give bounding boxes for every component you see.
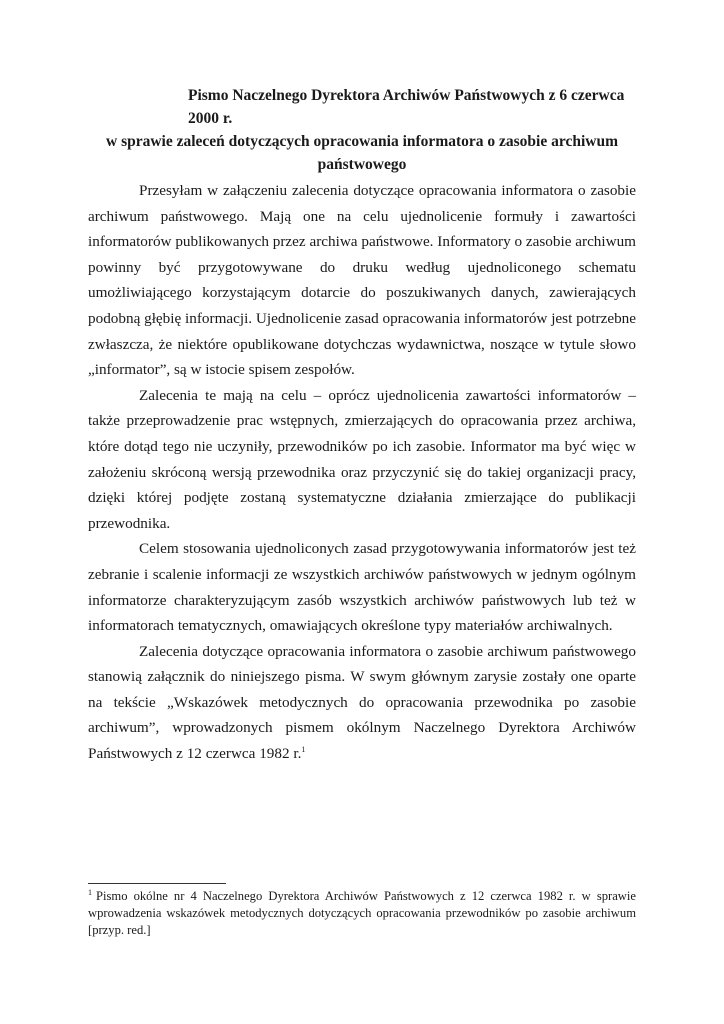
- footnote-number: 1: [88, 887, 92, 897]
- footnote-text: Pismo okólne nr 4 Naczelnego Dyrektora Archiwów Państwowych z 12 czerwca 1982 r. w sprawie wprowadzenia wskazówek metodycznych dotyczących opracowania przewodników po zasobie archiwum [przyp. red.]: [88, 889, 636, 937]
- title-line-2: w sprawie zaleceń dotyczących opracowania informatora o zasobie archiwum: [106, 133, 618, 150]
- paragraph-1: Przesyłam w załączeniu zalecenia dotyczące opracowania informatora o zasobie archiwum państwowego. Mają one na celu ujednolicenie formuły i zawartości informatorów publikowanych przez archiwa państwowe. Informatory o zasobie archiwum powinny być przygotowywane do druku według ujednoliconego schematu umożliwiającego korzystającym dotarcie do poszukiwanych danych, zawierających podobną głębię informacji. Ujednolicenie zasad opracowania informatorów jest potrzebne zwłaszcza, że niektóre opublikowane dotychczas wydawnictwa, noszące w tytule słowo „informator”, są w istocie spisem zespołów.: [88, 182, 636, 379]
- paragraph-2: Zalecenia te mają na celu – oprócz ujednolicenia zawartości informatorów – także przeprowadzenie prac wstępnych, zmierzających do opracowania przez archiwa, które dotąd tego nie uczyniły, przewodników po ich zasobie. Informator ma być więc w założeniu skróconą wersją przewodnika oraz przyczynić się do takiej organizacji pracy, dzięki której podjęte zostaną systematyczne działania zmierzające do publikacji przewodnika.: [88, 386, 636, 532]
- footnote-reference[interactable]: 1: [301, 745, 306, 754]
- paragraph-4-text: Zalecenia dotyczące opracowania informatora o zasobie archiwum państwowego stanowią załącznik do niniejszego pisma. W swym głównym zarysie zostały one oparte na tekście „Wskazówek metodycznych do opracowania przewodnika po zasobie archiwum”, wprowadzonych pismem okólnym Naczelnego Dyrektora Archiwów Państwowych z 12 czerwca 1982 r.: [88, 642, 636, 763]
- footnote: [88, 888, 636, 939]
- document-body: [88, 178, 636, 767]
- footnote-separator: [88, 883, 226, 884]
- title-line-1: Pismo Naczelnego Dyrektora Archiwów Państwowych z 6 czerwca 2000 r.: [188, 87, 625, 127]
- document-title: [88, 84, 636, 176]
- paragraph-3: Celem stosowania ujednoliconych zasad przygotowywania informatorów jest też zebranie i scalenie informacji ze wszystkich archiwów państwowych w jednym ogólnym informatorze charakteryzującym zasób wszystkich archiwów państwowych lub też w informatorach tematycznych, omawiających określone typy materiałów archiwalnych.: [88, 540, 636, 635]
- paragraph-4: [88, 639, 636, 767]
- title-line-3: państwowego: [317, 156, 407, 173]
